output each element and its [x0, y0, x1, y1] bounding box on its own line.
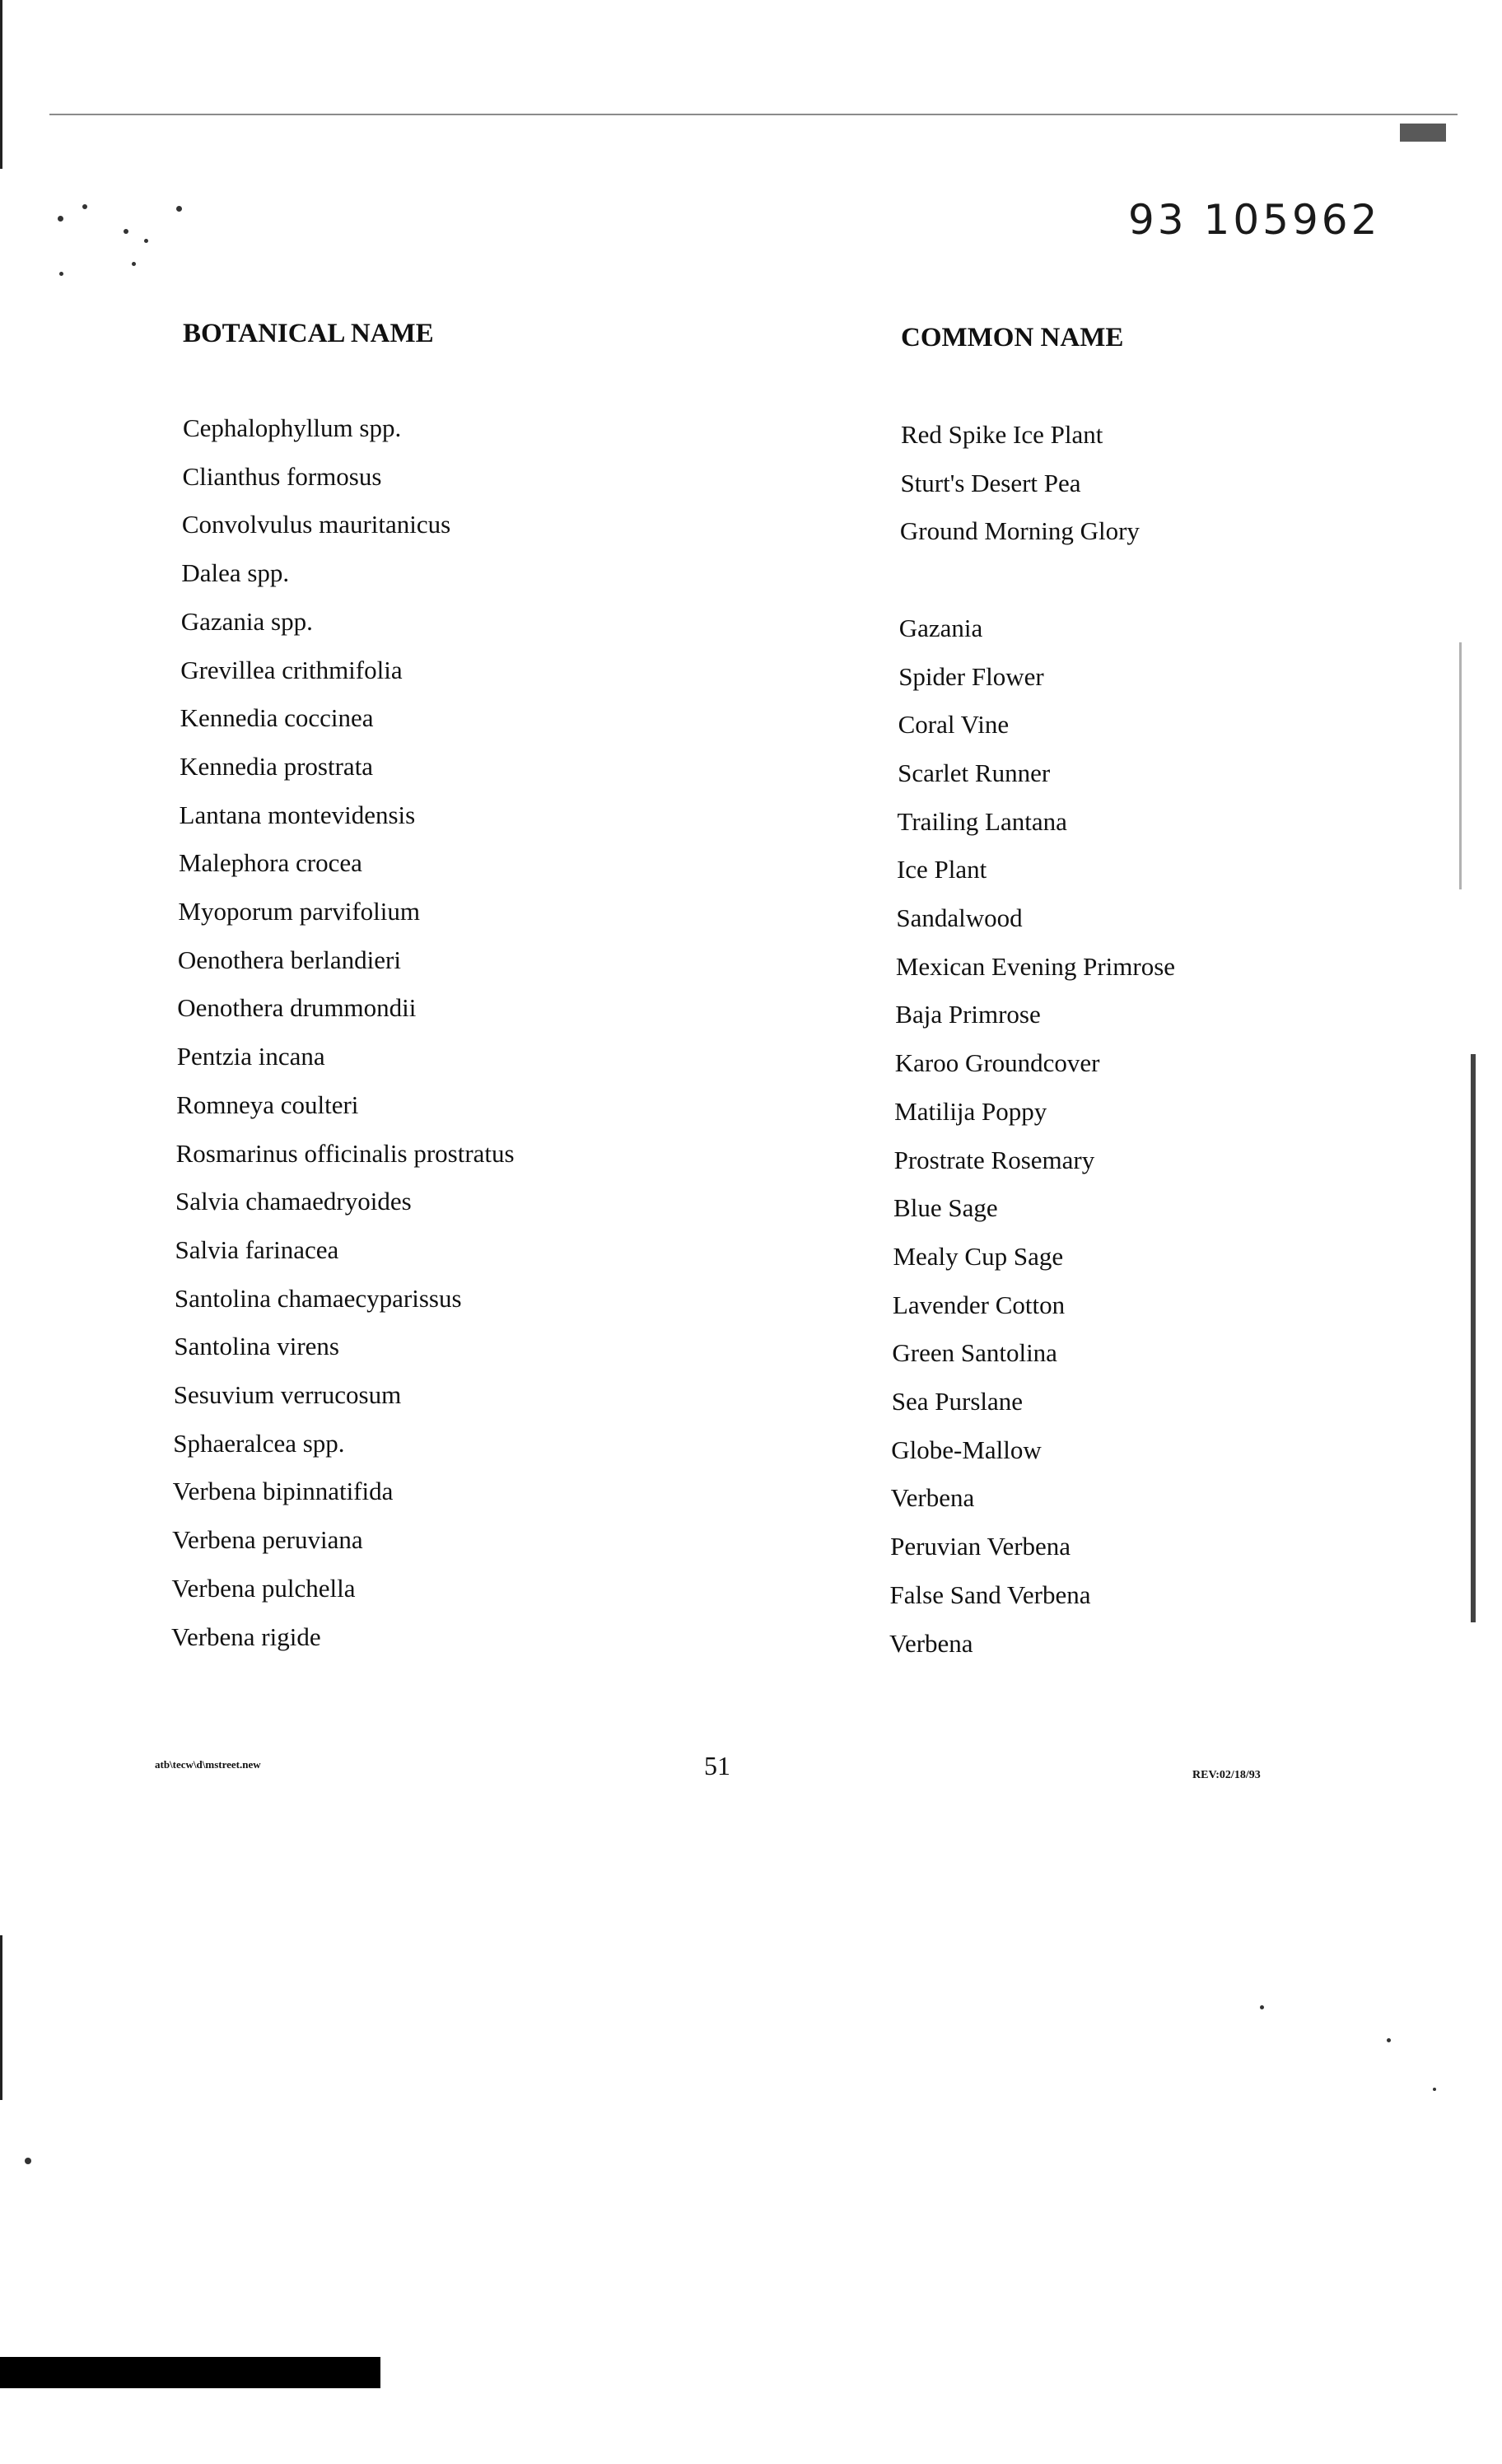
- common-name-cell: Mexican Evening Primrose: [895, 951, 1176, 981]
- botanical-name-cell: Oenothera drummondii: [177, 993, 417, 1023]
- scan-artifact-left-edge: [0, 0, 2, 169]
- common-name-cell: Baja Primrose: [895, 1000, 1041, 1029]
- common-name-cell: Coral Vine: [898, 710, 1010, 740]
- scan-speck: [1433, 2088, 1436, 2091]
- scan-artifact-right-specks: [1459, 642, 1462, 889]
- botanical-name-cell: Verbena pulchella: [171, 1573, 356, 1603]
- botanical-name-cell: Lantana montevidensis: [179, 800, 416, 829]
- botanical-name-cell: Santolina chamaecyparissus: [174, 1283, 462, 1313]
- document-number: 93 105962: [1128, 196, 1381, 244]
- botanical-name-cell: Clianthus formosus: [182, 461, 382, 491]
- footer-page-number: 51: [704, 1751, 730, 1780]
- botanical-name-cell: Santolina virens: [174, 1332, 339, 1361]
- common-name-cell: Trailing Lantana: [897, 806, 1067, 836]
- scan-speck: [124, 229, 128, 234]
- botanical-name-cell: Kennedia coccinea: [180, 703, 374, 733]
- botanical-name-cell: Salvia farinacea: [175, 1234, 339, 1264]
- common-name-cell: Blue Sage: [893, 1193, 998, 1223]
- common-name-cell: Sandalwood: [896, 903, 1023, 932]
- scan-speck: [25, 2158, 31, 2164]
- common-name-cell: Prostrate Rosemary: [893, 1145, 1095, 1174]
- scan-artifact-top-right-mark: [1400, 124, 1446, 142]
- scan-artifact-top-line: [49, 114, 1458, 115]
- botanical-name-cell: Sesuvium verrucosum: [173, 1380, 402, 1409]
- scan-speck: [1387, 2038, 1391, 2042]
- common-name-cell: Gazania: [898, 613, 983, 642]
- botanical-name-cell: Pentzia incana: [176, 1042, 325, 1071]
- footer-file-path: atb\tecw\d\mstreet.new: [155, 1758, 261, 1771]
- common-name-cell: Sturt's Desert Pea: [900, 468, 1081, 497]
- botanical-name-cell: Cephalophyllum spp.: [183, 413, 402, 442]
- scan-speck: [82, 204, 87, 209]
- botanical-name-cell: Verbena bipinnatifida: [172, 1477, 394, 1506]
- botanical-name-header: BOTANICAL NAME: [183, 319, 434, 348]
- common-name-cell: Verbena: [890, 1483, 975, 1513]
- botanical-name-cell: Dalea spp.: [181, 558, 290, 588]
- common-name-cell: Ice Plant: [896, 855, 987, 884]
- common-name-cell: Lavender Cotton: [892, 1290, 1066, 1319]
- botanical-name-cell: Myoporum parvifolium: [178, 897, 420, 926]
- common-name-cell: Peruvian Verbena: [890, 1532, 1071, 1561]
- scan-artifact-right-bar: [1471, 1054, 1476, 1622]
- common-name-cell: Ground Morning Glory: [899, 516, 1140, 546]
- botanical-name-cell: Kennedia prostrata: [180, 751, 374, 781]
- scan-speck: [132, 262, 136, 266]
- common-name-cell: Globe-Mallow: [891, 1435, 1042, 1464]
- scan-artifact-left-edge-lower: [0, 1935, 2, 2100]
- scan-artifact-bottom-bar: [0, 2357, 380, 2388]
- common-name-cell: Red Spike Ice Plant: [901, 420, 1103, 449]
- scan-speck: [144, 239, 148, 243]
- botanical-name-cell: Salvia chamaedryoides: [175, 1187, 412, 1216]
- scan-speck: [58, 216, 63, 222]
- common-name-cell: Matilija Poppy: [894, 1096, 1047, 1126]
- botanical-name-cell: Oenothera berlandieri: [177, 945, 401, 974]
- botanical-name-cell: Romneya coulteri: [176, 1090, 359, 1119]
- botanical-name-cell: Rosmarinus officinalis prostratus: [175, 1138, 515, 1168]
- botanical-name-cell: Convolvulus mauritanicus: [181, 510, 451, 539]
- scan-speck: [59, 272, 63, 276]
- common-name-cell: Scarlet Runner: [898, 758, 1051, 787]
- common-name-cell: Spider Flower: [898, 661, 1044, 691]
- botanical-name-cell: Gazania spp.: [180, 606, 313, 636]
- botanical-name-cell: Grevillea crithmifolia: [180, 655, 403, 684]
- botanical-name-cell: Verbena rigide: [171, 1622, 321, 1651]
- scan-speck: [176, 206, 182, 212]
- botanical-name-cell: Sphaeralcea spp.: [173, 1428, 345, 1458]
- botanical-name-cell: Verbena peruviana: [172, 1525, 363, 1555]
- scan-speck: [1260, 2005, 1264, 2009]
- common-name-cell: Green Santolina: [892, 1338, 1057, 1368]
- footer-revision: REV:02/18/93: [1192, 1769, 1261, 1781]
- botanical-name-cell: Malephora crocea: [178, 848, 362, 878]
- common-name-header: COMMON NAME: [901, 323, 1124, 352]
- common-name-cell: Sea Purslane: [891, 1387, 1024, 1416]
- common-name-cell: False Sand Verbena: [889, 1580, 1091, 1609]
- common-name-cell: Karoo Groundcover: [894, 1048, 1100, 1078]
- common-name-cell: Mealy Cup Sage: [893, 1241, 1064, 1271]
- common-name-cell: Verbena: [889, 1628, 973, 1658]
